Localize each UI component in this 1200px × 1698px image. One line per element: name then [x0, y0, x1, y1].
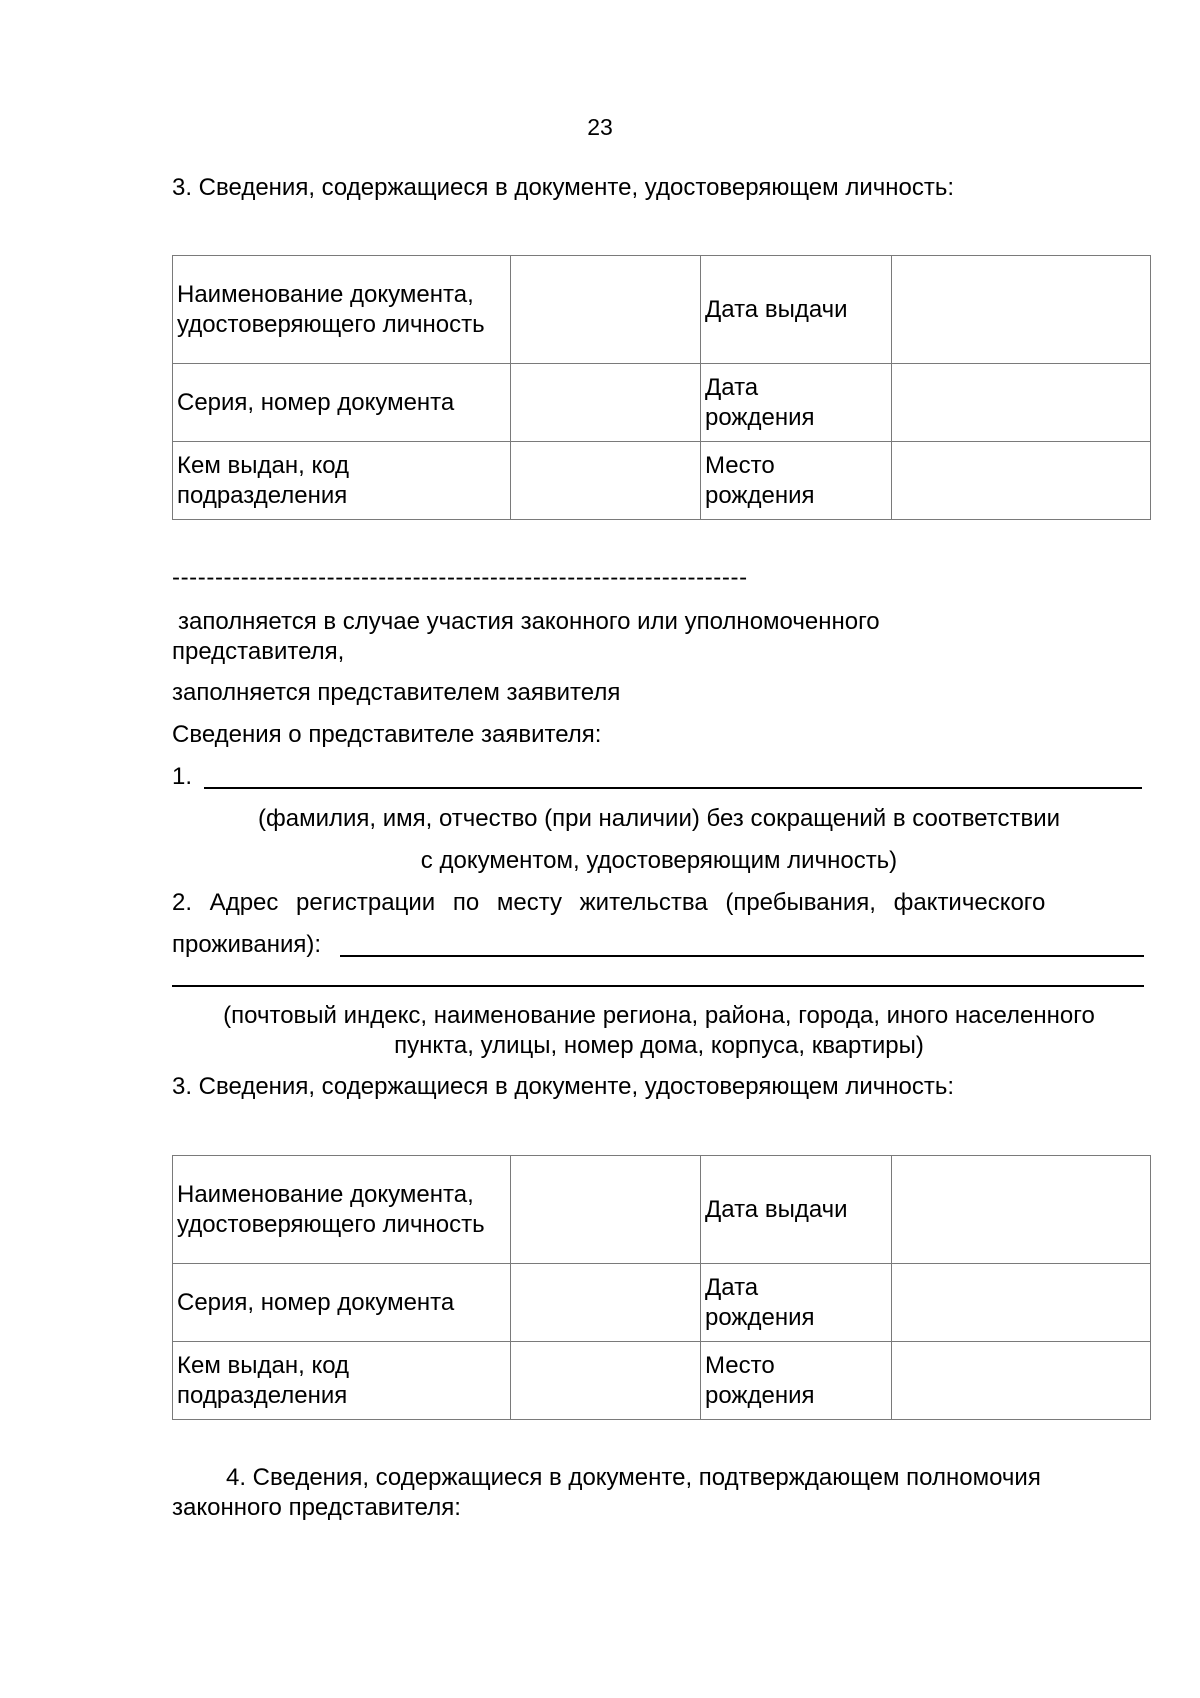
cell-issued-by-value — [511, 1342, 701, 1420]
cell-document-name-label: Наименование документа, удостоверяющего личность — [173, 256, 511, 364]
note-representative-line1: заполняется в случае участия законного или уполномоченного — [178, 608, 880, 635]
id-document-table-representative — [172, 1155, 1151, 1420]
cell-document-name-label: Наименование документа, удостоверяющего личность — [173, 1156, 511, 1264]
cell-issue-date-label: Дата выдачи — [701, 1156, 892, 1264]
fio-caption-line2: с документом, удостоверяющим личность) — [420, 847, 898, 874]
cell-document-name-value — [511, 256, 701, 364]
table-row — [173, 1264, 1151, 1342]
note-representative-line2: представителя, — [172, 638, 345, 665]
cell-birth-place-label: Место рождения — [701, 442, 892, 520]
item2-line2: проживания): — [172, 931, 322, 958]
cell-birth-date-value — [892, 364, 1151, 442]
item4-line1: 4. Сведения, содержащиеся в документе, подтверждающем полномочия — [226, 1464, 1041, 1491]
cell-birth-date-label: Дата рождения — [701, 364, 892, 442]
note-filled-by: заполняется представителем заявителя — [172, 679, 621, 706]
address-caption-line2: пункта, улицы, номер дома, корпуса, квартиры) — [394, 1032, 924, 1059]
table-row — [173, 442, 1151, 520]
page-number: 23 — [587, 114, 613, 140]
table-row — [173, 1342, 1151, 1420]
cell-issued-by-label: Кем выдан, код подразделения — [173, 442, 511, 520]
address-underline-2 — [172, 985, 1144, 987]
table-row — [173, 364, 1151, 442]
table-row — [173, 256, 1151, 364]
separator-line: ------------------------------------------------------------------- — [172, 564, 748, 591]
table-row — [173, 1156, 1151, 1264]
cell-birth-place-value — [892, 442, 1151, 520]
section-heading-3-representative: 3. Сведения, содержащиеся в документе, удостоверяющем личность: — [172, 1073, 954, 1100]
cell-issued-by-label: Кем выдан, код подразделения — [173, 1342, 511, 1420]
cell-series-number-value — [511, 364, 701, 442]
item1-number: 1. — [172, 763, 193, 790]
cell-series-number-label: Серия, номер документа — [173, 1264, 511, 1342]
cell-document-name-value — [511, 1156, 701, 1264]
cell-birth-date-value — [892, 1264, 1151, 1342]
cell-issue-date-value — [892, 1156, 1151, 1264]
cell-issue-date-value — [892, 256, 1151, 364]
address-underline-1 — [340, 955, 1144, 957]
fio-caption-line1: (фамилия, имя, отчество (при наличии) без сокращений в соответствии — [257, 805, 1061, 832]
address-caption-line1: (почтовый индекс, наименование региона, района, города, иного населенного — [223, 1002, 1095, 1029]
item2-line1: 2. Адрес регистрации по месту жительства (пребывания, фактического — [172, 889, 1046, 916]
cell-birth-place-value — [892, 1342, 1151, 1420]
fio-underline — [204, 787, 1142, 789]
cell-series-number-label: Серия, номер документа — [173, 364, 511, 442]
item4-line2: законного представителя: — [172, 1494, 461, 1521]
cell-birth-date-label: Дата рождения — [701, 1264, 892, 1342]
cell-birth-place-label: Место рождения — [701, 1342, 892, 1420]
cell-series-number-value — [511, 1264, 701, 1342]
representative-heading: Сведения о представителе заявителя: — [172, 721, 602, 748]
section-heading-3: 3. Сведения, содержащиеся в документе, удостоверяющем личность: — [172, 174, 954, 201]
cell-issue-date-label: Дата выдачи — [701, 256, 892, 364]
cell-issued-by-value — [511, 442, 701, 520]
id-document-table-applicant — [172, 255, 1151, 520]
